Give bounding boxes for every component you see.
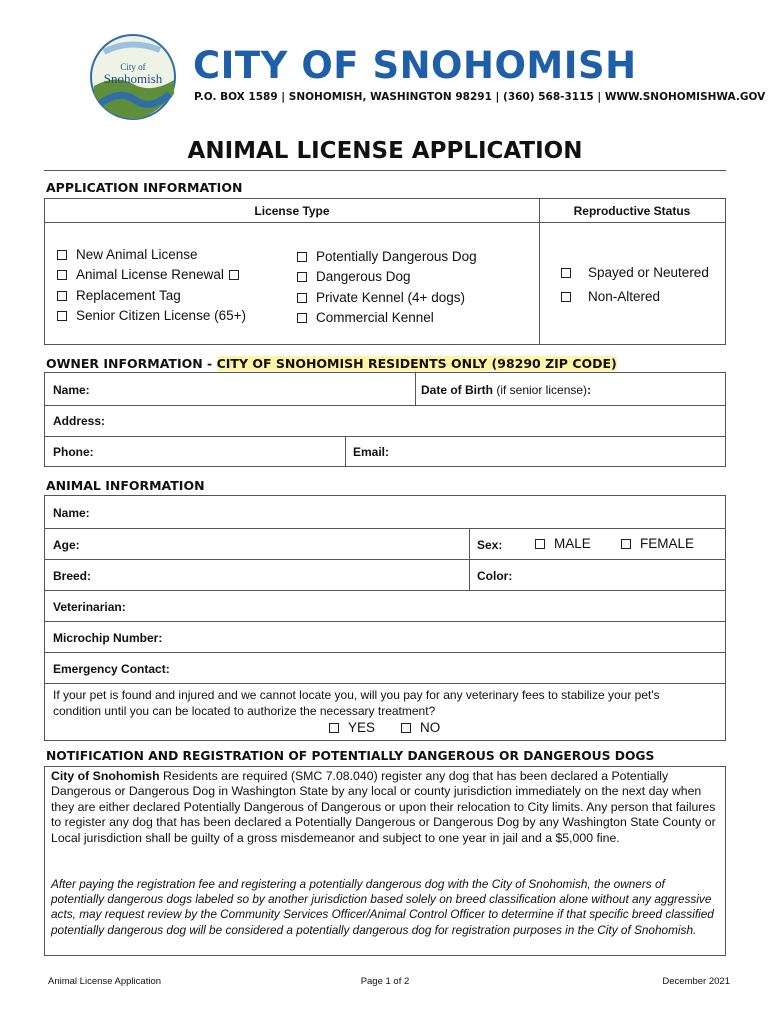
license-type-header: License Type — [254, 204, 330, 218]
section-application-info: APPLICATION INFORMATION — [46, 180, 243, 195]
checkbox-female[interactable]: FEMALE — [621, 536, 694, 551]
checkbox-icon[interactable] — [535, 539, 545, 549]
checkbox-icon[interactable] — [329, 723, 339, 733]
checkbox-icon[interactable] — [297, 313, 307, 323]
city-logo — [90, 34, 176, 120]
checkbox-non-altered[interactable]: Non-Altered — [561, 289, 660, 304]
form-title: ANIMAL LICENSE APPLICATION — [187, 138, 583, 164]
checkbox-icon[interactable] — [561, 268, 571, 278]
microchip-field[interactable]: Microchip Number: — [53, 631, 163, 645]
checkbox-icon[interactable] — [57, 291, 67, 301]
checkbox-commercial-kennel[interactable]: Commercial Kennel — [297, 310, 434, 325]
city-title: CITY OF SNOHOMISH — [193, 44, 637, 87]
checkbox-icon[interactable] — [621, 539, 631, 549]
checkbox-senior-license[interactable]: Senior Citizen License (65+) — [57, 308, 246, 323]
veterinarian-field[interactable]: Veterinarian: — [53, 600, 126, 614]
checkbox-icon[interactable] — [297, 272, 307, 282]
footer-date: December 2021 — [662, 976, 730, 987]
checkbox-icon[interactable] — [401, 723, 411, 733]
animal-color-field[interactable]: Color: — [477, 569, 513, 583]
owner-dob-field[interactable]: Date of Birth (if senior license): — [421, 383, 592, 397]
checkbox-spayed-neutered[interactable]: Spayed or Neutered — [561, 265, 709, 280]
emergency-contact-field[interactable]: Emergency Contact: — [53, 662, 170, 676]
checkbox-icon[interactable] — [561, 292, 571, 302]
section-owner-info: OWNER INFORMATION - CITY OF SNOHOMISH RESIDENTS ONLY (98290 ZIP CODE) — [46, 356, 617, 371]
city-contact-line: P.O. BOX 1589 | SNOHOMISH, WASHINGTON 98291 | (360) 568-3115 | WWW.SNOHOMISHWA.GOV — [194, 91, 766, 103]
checkbox-potentially-dangerous[interactable]: Potentially Dangerous Dog — [297, 249, 477, 264]
checkbox-icon[interactable] — [297, 252, 307, 262]
checkbox-no[interactable]: NO — [401, 720, 440, 735]
checkbox-yes[interactable]: YES — [329, 720, 375, 735]
checkbox-icon[interactable] — [57, 270, 67, 280]
checkbox-icon[interactable] — [297, 293, 307, 303]
svg-text:City of: City of — [120, 62, 146, 72]
application-info-table — [44, 198, 726, 345]
owner-phone-field[interactable]: Phone: — [53, 445, 94, 459]
footer-page-number: Page 1 of 2 — [360, 976, 410, 987]
section-notification: NOTIFICATION AND REGISTRATION OF POTENTIALLY DANGEROUS OR DANGEROUS DOGS — [46, 749, 655, 763]
animal-info-table — [44, 495, 726, 741]
svg-text:Snohomish: Snohomish — [103, 71, 163, 86]
checkbox-male[interactable]: MALE — [535, 536, 591, 551]
reproductive-status-header: Reproductive Status — [573, 204, 691, 218]
notification-paragraph: City of Snohomish Residents are required (SMC 7.08.040) register any dog that has been declared a Potentially Dangerous or Dangerous Dog in Washington State by any local or county jurisdiction immediately on the next day when they are either declared Potentially Dangerous of Dangerous or upon their relocation to City limits. Any person that failures to register any dog that has been declared a Potentially Dangerous or Dangerous Dog by any Washington State County or Local jurisdiction shall be guilty of a gross misdemeanor and subject to one year in jail and a $5,000 fine. — [51, 769, 716, 845]
vet-fees-question: If your pet is found and injured and we cannot locate you, will you pay for any veterinary fees to stabilize your pet's condition until you can be located to authorize the necessary treatment? — [53, 688, 660, 718]
residents-only-highlight: CITY OF SNOHOMISH RESIDENTS ONLY (98290 ZIP CODE) — [216, 356, 617, 371]
checkbox-private-kennel[interactable]: Private Kennel (4+ dogs) — [297, 290, 465, 305]
footer-doc-name: Animal License Application — [48, 976, 162, 987]
checkbox-icon[interactable] — [57, 311, 67, 321]
checkbox-icon[interactable] — [57, 250, 67, 260]
notification-box — [44, 766, 726, 956]
owner-info-table — [44, 372, 726, 467]
animal-sex-label: Sex: — [477, 538, 503, 552]
checkbox-renewal[interactable]: Animal License Renewal — [57, 267, 248, 282]
owner-email-field[interactable]: Email: — [353, 445, 390, 459]
section-animal-info: ANIMAL INFORMATION — [46, 478, 205, 493]
animal-name-field[interactable]: Name: — [53, 506, 90, 520]
owner-address-field[interactable]: Address: — [53, 414, 106, 428]
animal-age-field[interactable]: Age: — [53, 538, 80, 552]
checkbox-replacement-tag[interactable]: Replacement Tag — [57, 288, 181, 303]
owner-name-field[interactable]: Name: — [53, 383, 90, 397]
checkbox-dangerous[interactable]: Dangerous Dog — [297, 269, 411, 284]
review-paragraph: After paying the registration fee and registering a potentially dangerous dog with the City of Snohomish, the owners of potentially dangerous dogs labeled so by another jurisdiction based solely on breed classification alone without any aggressive acts, may request review by the Community Services Officer/Animal Control Officer to determine if that specific breed classified potentially dangerous dog will be considered a potentially dangerous dog for registration purposes in the City of Snohomish. — [51, 877, 714, 937]
title-rule — [44, 170, 726, 171]
checkbox-icon[interactable] — [229, 270, 239, 280]
animal-breed-field[interactable]: Breed: — [53, 569, 92, 583]
checkbox-new-license[interactable]: New Animal License — [57, 247, 198, 262]
